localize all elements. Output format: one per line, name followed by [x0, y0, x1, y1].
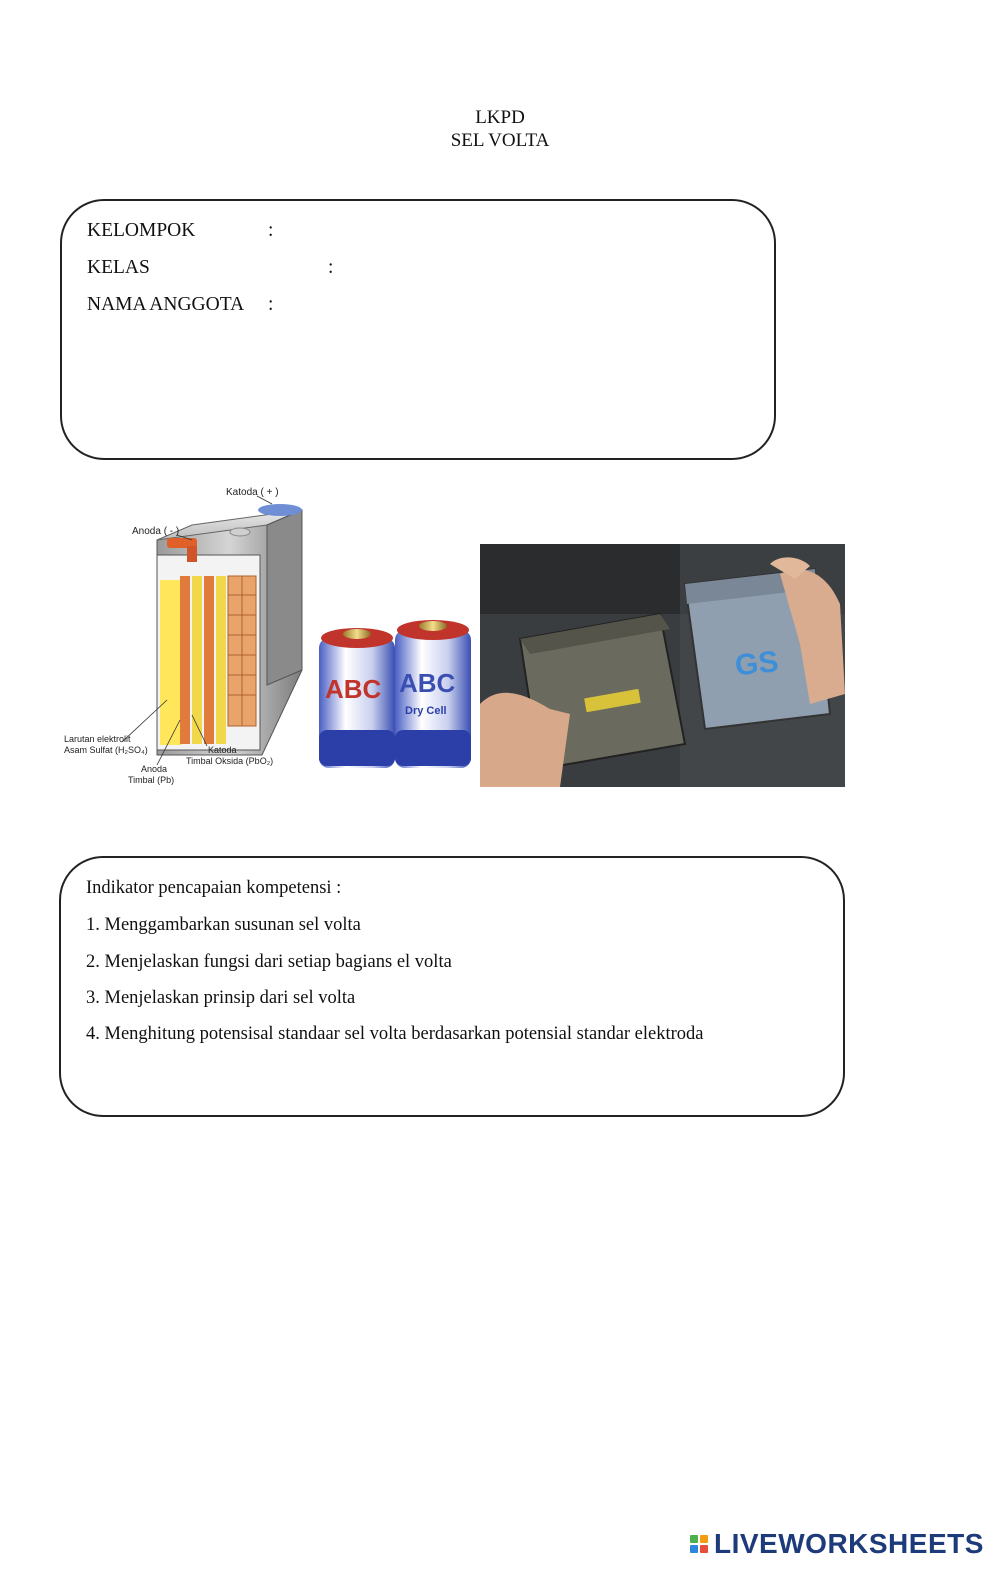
electrolyte-label-2: Asam Sulfat (H₂SO₄) — [64, 745, 148, 755]
indicator-box — [59, 856, 845, 1117]
cathode-label: Katoda ( + ) — [226, 487, 279, 498]
logo-squares-icon — [690, 1535, 708, 1553]
dry-cell-brand-2: ABC — [399, 668, 456, 698]
class-label: KELAS — [87, 257, 150, 278]
indicator-item-3: 3. Menjelaskan prinsip dari sel volta — [86, 988, 356, 1008]
indicator-item-4: 4. Menghitung potensisal standaar sel volta berdasarkan potensial standar elektroda — [86, 1024, 704, 1044]
class-field — [87, 257, 334, 279]
dry-cell-brand-1: ABC — [325, 674, 382, 704]
logo-square-4 — [700, 1545, 708, 1553]
members-field — [87, 294, 274, 316]
lead-acid-battery-diagram — [62, 480, 314, 790]
logo-square-1 — [690, 1535, 698, 1543]
liveworksheets-logo — [690, 1528, 984, 1560]
motor-battery-brand: GS — [733, 645, 780, 683]
group-colon: : — [268, 220, 274, 241]
title-line-1: LKPD — [475, 107, 525, 128]
plate-cathode-label-1: Katoda — [208, 745, 237, 755]
motorcycle-battery-photo — [480, 544, 845, 787]
cathode-terminal — [258, 504, 302, 516]
dry-cell-batteries-image — [315, 620, 475, 770]
dry-cell-text: Dry Cell — [405, 705, 447, 717]
plate-cathode-label-2: Timbal Oksida (PbO₂) — [186, 756, 274, 766]
class-colon: : — [328, 257, 334, 278]
plate-anode-label-1: Anoda — [141, 764, 168, 774]
indicator-item-1: 1. Menggambarkan susunan sel volta — [86, 915, 361, 935]
members-colon: : — [268, 294, 274, 315]
indicator-item-2: 2. Menjelaskan fungsi dari setiap bagians el volta — [86, 952, 452, 972]
plate-anode-label-2: Timbal (Pb) — [128, 775, 175, 785]
logo-square-2 — [700, 1535, 708, 1543]
identity-box — [60, 199, 776, 460]
logo-text: LIVEWORKSHEETS — [714, 1528, 984, 1559]
anode-label: Anoda ( - ) — [132, 526, 180, 537]
motorcycle-battery-svg — [480, 544, 845, 787]
logo-square-3 — [690, 1545, 698, 1553]
members-label: NAMA ANGGOTA — [87, 294, 245, 315]
dry-cell-svg — [315, 620, 475, 770]
worksheet-title — [0, 106, 1000, 152]
lead-acid-battery-svg — [62, 480, 314, 790]
indicator-heading: Indikator pencapaian kompetensi : — [86, 878, 342, 898]
group-field — [87, 220, 274, 242]
electrolyte-label-1: Larutan elektrolit — [64, 734, 131, 744]
group-label: KELOMPOK — [87, 220, 196, 241]
title-line-2: SEL VOLTA — [450, 130, 550, 151]
